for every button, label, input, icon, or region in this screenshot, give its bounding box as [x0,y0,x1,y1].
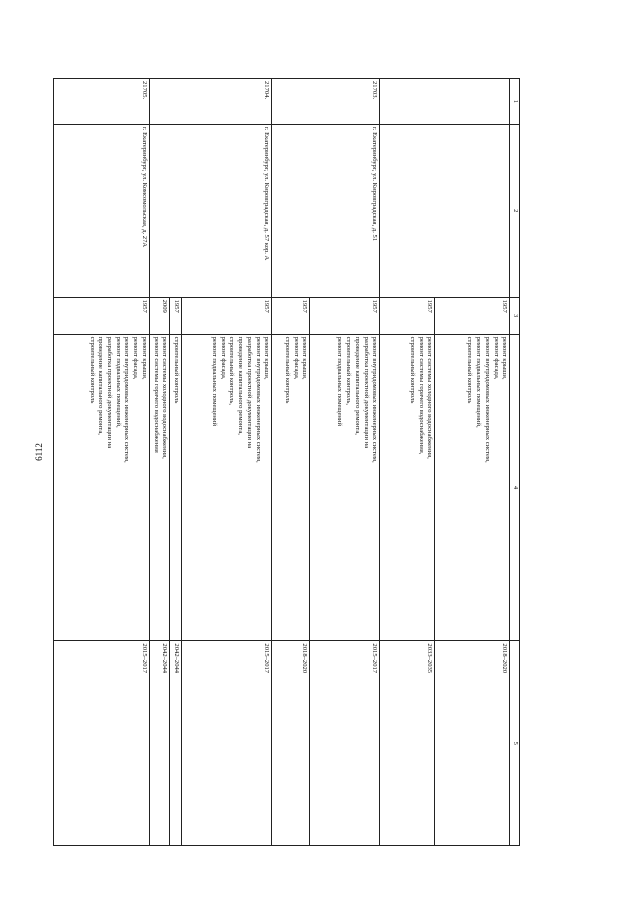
table-row [53,79,149,846]
work-item: строительный контроль [173,336,181,404]
capital-repair-table [53,78,520,846]
period-cell: 2015–2017 [310,641,380,846]
header-row [510,79,520,846]
address-cell: г. Екатеринбург, ул. Кировградская, д. 51 [272,124,380,297]
work-item: ремонт внутридомовых инженерных систем, [123,336,131,463]
works-cell [149,334,169,641]
year-cell: 1957 [170,297,182,334]
works-cell [272,334,310,641]
work-item: ремонт крыши, [140,336,148,380]
period-cell: 2042–2044 [170,641,182,846]
work-item: ремонт подвальных помещений [336,336,344,426]
work-item: ремонт внутридомовых инженерных систем, [254,336,262,463]
period-cell: 2018–2020 [435,641,510,846]
work-item: ремонт системы горячего водоснабжения [152,336,160,453]
header-col-5: 5 [510,641,520,846]
work-item: ремонт фасада, [219,336,227,380]
row-number: 21705. [53,79,149,125]
year-cell: 1957 [435,297,510,334]
header-col-1: 1 [510,79,520,125]
works-cell [310,334,380,641]
address-cell: г. Екатеринбург, ул. Комсомольская, д. 27А [53,124,149,297]
row-number: 21703. [272,79,380,125]
year-cell: 1957 [182,297,272,334]
works-cell [435,334,510,641]
work-item: ремонт подвальных помещений, [475,336,483,428]
work-item: проведение капитального ремонта, [353,336,361,435]
work-item: разработка проектной документации на [106,336,114,449]
header-col-4: 4 [510,334,520,641]
work-item: ремонт фасада, [492,336,500,380]
work-item: ремонт крыши, [501,336,509,380]
work-item: ремонт системы холодного водоснабжения, [161,336,169,459]
work-item: ремонт фасада, [292,336,300,380]
address-cell [380,124,510,297]
work-item: строительный контроль [408,336,416,404]
work-item: ремонт крыши, [263,336,271,380]
work-item: разработка проектной документации на [362,336,370,449]
table-row [310,79,380,846]
period-cell: 2015–2017 [53,641,149,846]
header-col-3: 3 [510,297,520,334]
works-cell [380,334,435,641]
table-body [53,79,509,846]
year-cell: 1957 [380,297,435,334]
address-cell: г. Екатеринбург, ул. Кировградская, д. 57 кор. А [149,124,271,297]
work-item: строительный контроль, [228,336,236,405]
work-item: строительный контроль [466,336,474,404]
table-row [182,79,272,846]
period-cell: 2018–2020 [272,641,310,846]
work-item: ремонт фасада, [132,336,140,380]
work-item: ремонт системы холодного водоснабжения, [426,336,434,459]
year-cell: 1957 [272,297,310,334]
period-cell: 2033–2035 [380,641,435,846]
work-item: ремонт внутридомовых инженерных систем, [483,336,491,463]
rotated-table-container [85,78,520,846]
year-cell: 1957 [53,297,149,334]
row-number [380,79,510,125]
work-item: проведение капитального ремонта, [237,336,245,435]
period-cell: 2015–2017 [182,641,272,846]
works-cell [170,334,182,641]
work-item: ремонт подвальных помещений, [114,336,122,428]
year-cell: 2009 [149,297,169,334]
table-row [435,79,510,846]
year-cell: 1957 [310,297,380,334]
period-cell: 2042–2044 [149,641,169,846]
works-cell [53,334,149,641]
works-cell [182,334,272,641]
work-item: строительный контроль [283,336,291,404]
work-item: строительный контроль [88,336,96,404]
work-item: ремонт системы горячего водоснабжения, [417,336,425,455]
work-item: ремонт подвальных помещений [211,336,219,426]
work-item: ремонт внутридомовых инженерных систем, [371,336,379,463]
page-number: 6112 [34,443,44,461]
row-number: 21704. [149,79,271,125]
header-col-2: 2 [510,124,520,297]
work-item: строительный контроль, [345,336,353,405]
work-item: разработка проектной документации на [245,336,253,449]
work-item: проведение капитального ремонта, [97,336,105,435]
work-item: ремонт крыши, [301,336,309,380]
